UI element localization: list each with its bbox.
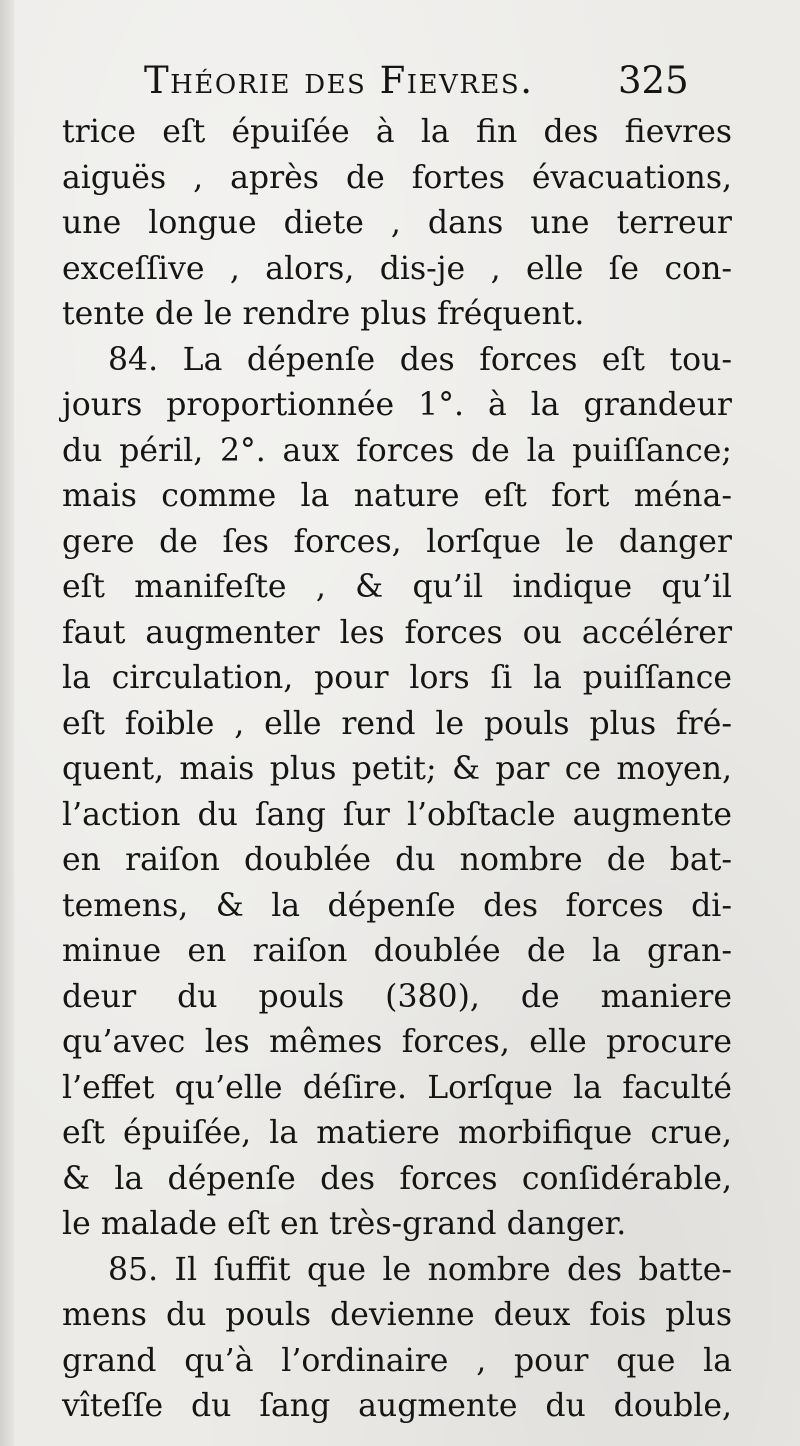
text-line: du péril, 2°. aux forces de la puiſſance;	[62, 432, 732, 469]
text-line: aiguës , après de fortes évacuations,	[62, 159, 732, 196]
text-line: eſt manifeſte , & qu’il indique qu’il	[62, 569, 732, 605]
text-line: deur du pouls (380), de maniere	[62, 978, 732, 1015]
text-line: quent, mais plus petit; & par ce moyen,	[62, 751, 732, 787]
page-header	[140, 56, 740, 106]
paragraph-84-start: 84. La dépenſe des forces eſt tou-	[108, 341, 732, 378]
text-line: en raiſon doublée du nombre de bat-	[62, 842, 732, 878]
text-line: faut augmenter les forces ou accélérer	[62, 614, 732, 651]
text-line: eſt épuiſée, la matiere morbifique crue,	[62, 1115, 732, 1151]
text-line: & la dépenſe des forces conſidérable,	[62, 1160, 732, 1197]
text-line: mais comme la nature eſt fort ména-	[62, 478, 732, 514]
text-line: exceſſive , alors, dis-je , elle ſe con-	[62, 250, 732, 287]
page-edge-shadow	[0, 0, 14, 1446]
paragraph-85-start: 85. Il ſuffit que le nombre des batte-	[108, 1251, 732, 1288]
page-number: 325	[618, 59, 689, 102]
text-line: une longue diete , dans une terreur	[62, 205, 732, 241]
body-text	[62, 110, 732, 1430]
text-line: jours proportionnée 1°. à la grandeur	[62, 387, 732, 423]
text-line: grand qu’à l’ordinaire , pour que la	[62, 1342, 732, 1379]
text-line: tente de le rendre plus fréquent.	[62, 296, 585, 332]
text-line: le malade eſt en très-grand danger.	[62, 1206, 627, 1242]
text-line: eſt foible , elle rend le pouls plus fré-	[62, 705, 732, 742]
text-line: vîteſſe du ſang augmente du double,	[62, 1388, 732, 1424]
text-line: l’action du ſang ſur l’obſtacle augmente	[62, 796, 732, 833]
text-line: gere de ſes forces, lorſque le danger	[62, 523, 732, 560]
running-title: Théorie des Fievres.	[144, 59, 534, 102]
text-line: l’effet qu’elle déſire. Lorſque la faculté	[62, 1069, 732, 1106]
text-line: la circulation, pour lors ſi la puiſſance	[62, 660, 732, 696]
text-line: qu’avec les mêmes forces, elle procure	[62, 1024, 732, 1060]
text-line: temens, & la dépenſe des forces di-	[62, 887, 732, 924]
text-line: mens du pouls devienne deux fois plus	[62, 1297, 732, 1333]
text-line: trice eſt épuiſée à la fin des fievres	[62, 114, 732, 150]
text-line: minue en raiſon doublée de la gran-	[62, 933, 732, 969]
